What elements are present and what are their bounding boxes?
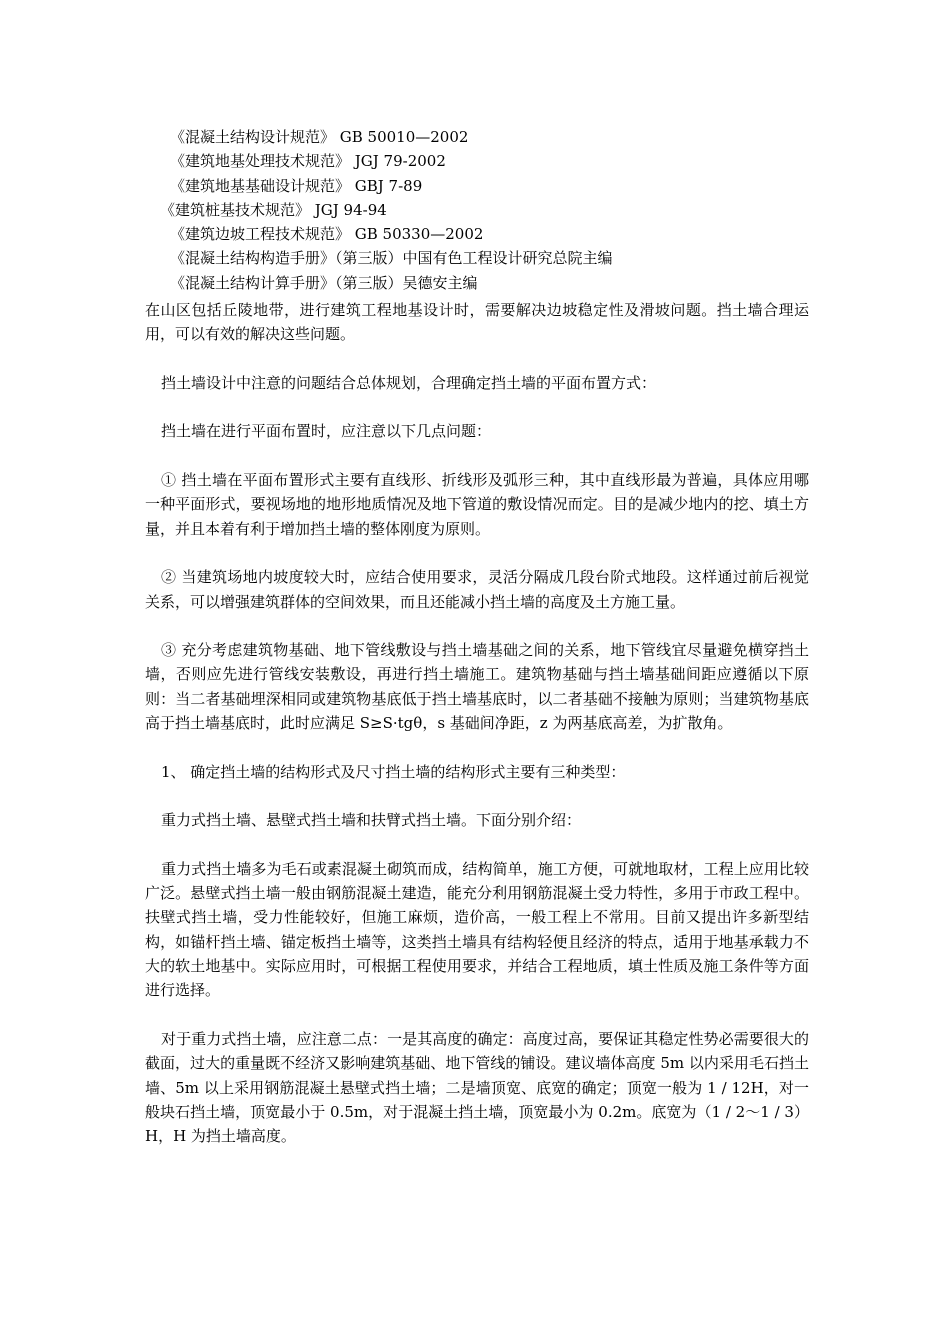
paragraph-design-issues: 挡土墙设计中注意的问题结合总体规划，合理确定挡土墙的平面布置方式： — [161, 373, 657, 392]
reference-item: 《建筑桩基技术规范》 JGJ 94-94 — [160, 200, 387, 219]
reference-item: 《建筑地基基础设计规范》 GBJ 7-89 — [170, 176, 423, 195]
reference-item: 《混凝土结构设计规范》 GB 50010—2002 — [170, 128, 469, 146]
paragraph-wall-types-detail: 重力式挡土墙多为毛石或素混凝土砌筑而成，结构简单，施工方便，可就地取材，工程上应用比较广泛。悬壁式挡土墙一般由钢筋混凝土建造，能充分利用钢筋混凝土受力特性，多用于市政工程中。扶壁式挡土墙，受力性能较好，但施工麻烦，造价高，一般工程上不常用。目前又提出许多新型结构，如锚杆挡土墙、锚定板挡土墙等，这类挡土墙具有结构轻便且经济的特点，适用于地基承载力不大的软土地基中。实际应用时，可根据工程使用要求，并结合工程地质，填土性质及施工条件等方面进行选择。 — [145, 859, 809, 1000]
reference-item: 《混凝土结构计算手册》（第三版）吴德安主编 — [170, 273, 478, 292]
paragraph-point-3: ③ 充分考虑建筑物基础、地下管线敷设与挡土墙基础之间的关系，地下管线宜尽量避免横穿挡土墙，否则应先进行管线安装敷设，再进行挡土墙施工。建筑物基础与挡土墙基础间距应遵循以下原则：当二者基础埋深相同或建筑物基底低于挡土墙基底时，以二者基础不接触为原则；当建筑物基底高于挡土墙基底时，此时应满足 S≥S·tgθ，s 基础间净距，z 为两基底高差，为扩散角。 — [145, 641, 809, 733]
reference-item: 《建筑地基处理技术规范》 JGJ 79-2002 — [170, 152, 446, 171]
document-body — [145, 298, 809, 1173]
paragraph-layout-notes: 挡土墙在进行平面布置时，应注意以下几点问题： — [161, 422, 492, 441]
reference-item: 《建筑边坡工程技术规范》 GB 50330—2002 — [170, 225, 484, 244]
paragraph-intro: 在山区包括丘陵地带，进行建筑工程地基设计时，需要解决边坡稳定性及滑坡问题。挡土墙合理运用，可以有效的解决这些问题。 — [145, 301, 809, 344]
paragraph-wall-types: 重力式挡土墙、悬壁式挡土墙和扶臂式挡土墙。下面分别介绍： — [161, 811, 582, 830]
reference-item: 《混凝土结构构造手册》（第三版）中国有色工程设计研究总院主编 — [170, 249, 613, 268]
paragraph-point-2: ② 当建筑场地内坡度较大时，应结合使用要求，灵活分隔成几段台阶式地段。这样通过前后视觉关系，可以增强建筑群体的空间效果，而且还能减小挡土墙的高度及土方施工量。 — [145, 568, 809, 611]
paragraph-section-1: 1、 确定挡土墙的结构形式及尺寸挡土墙的结构形式主要有三种类型： — [161, 762, 626, 781]
paragraph-gravity-wall: 对于重力式挡土墙，应注意二点：一是其高度的确定：高度过高，要保证其稳定性势必需要很大的截面，过大的重量既不经济又影响建筑基础、地下管线的铺设。建议墙体高度 5m 以内采用毛石挡土墙、5m 以上采用钢筋混凝土悬壁式挡土墙；二是墙顶宽、底宽的确定；顶宽一般为 1 / 12H，对一般块石挡土墙，顶宽最小于 0.5m，对于混凝土挡土墙，顶宽最小为 0.2m。底宽为（1 / 2～1 / 3）H，H 为挡土墙高度。 — [145, 1029, 809, 1146]
paragraph-point-1: ① 挡土墙在平面布置形式主要有直线形、折线形及弧形三种，其中直线形最为普遍，具体应用哪一种平面形式，要视场地的地形地质情况及地下管道的敷设情况而定。目的是减少地内的挖、填土方量，并且本着有利于增加挡土墙的整体刚度为原则。 — [145, 471, 809, 538]
reference-list — [160, 125, 860, 295]
